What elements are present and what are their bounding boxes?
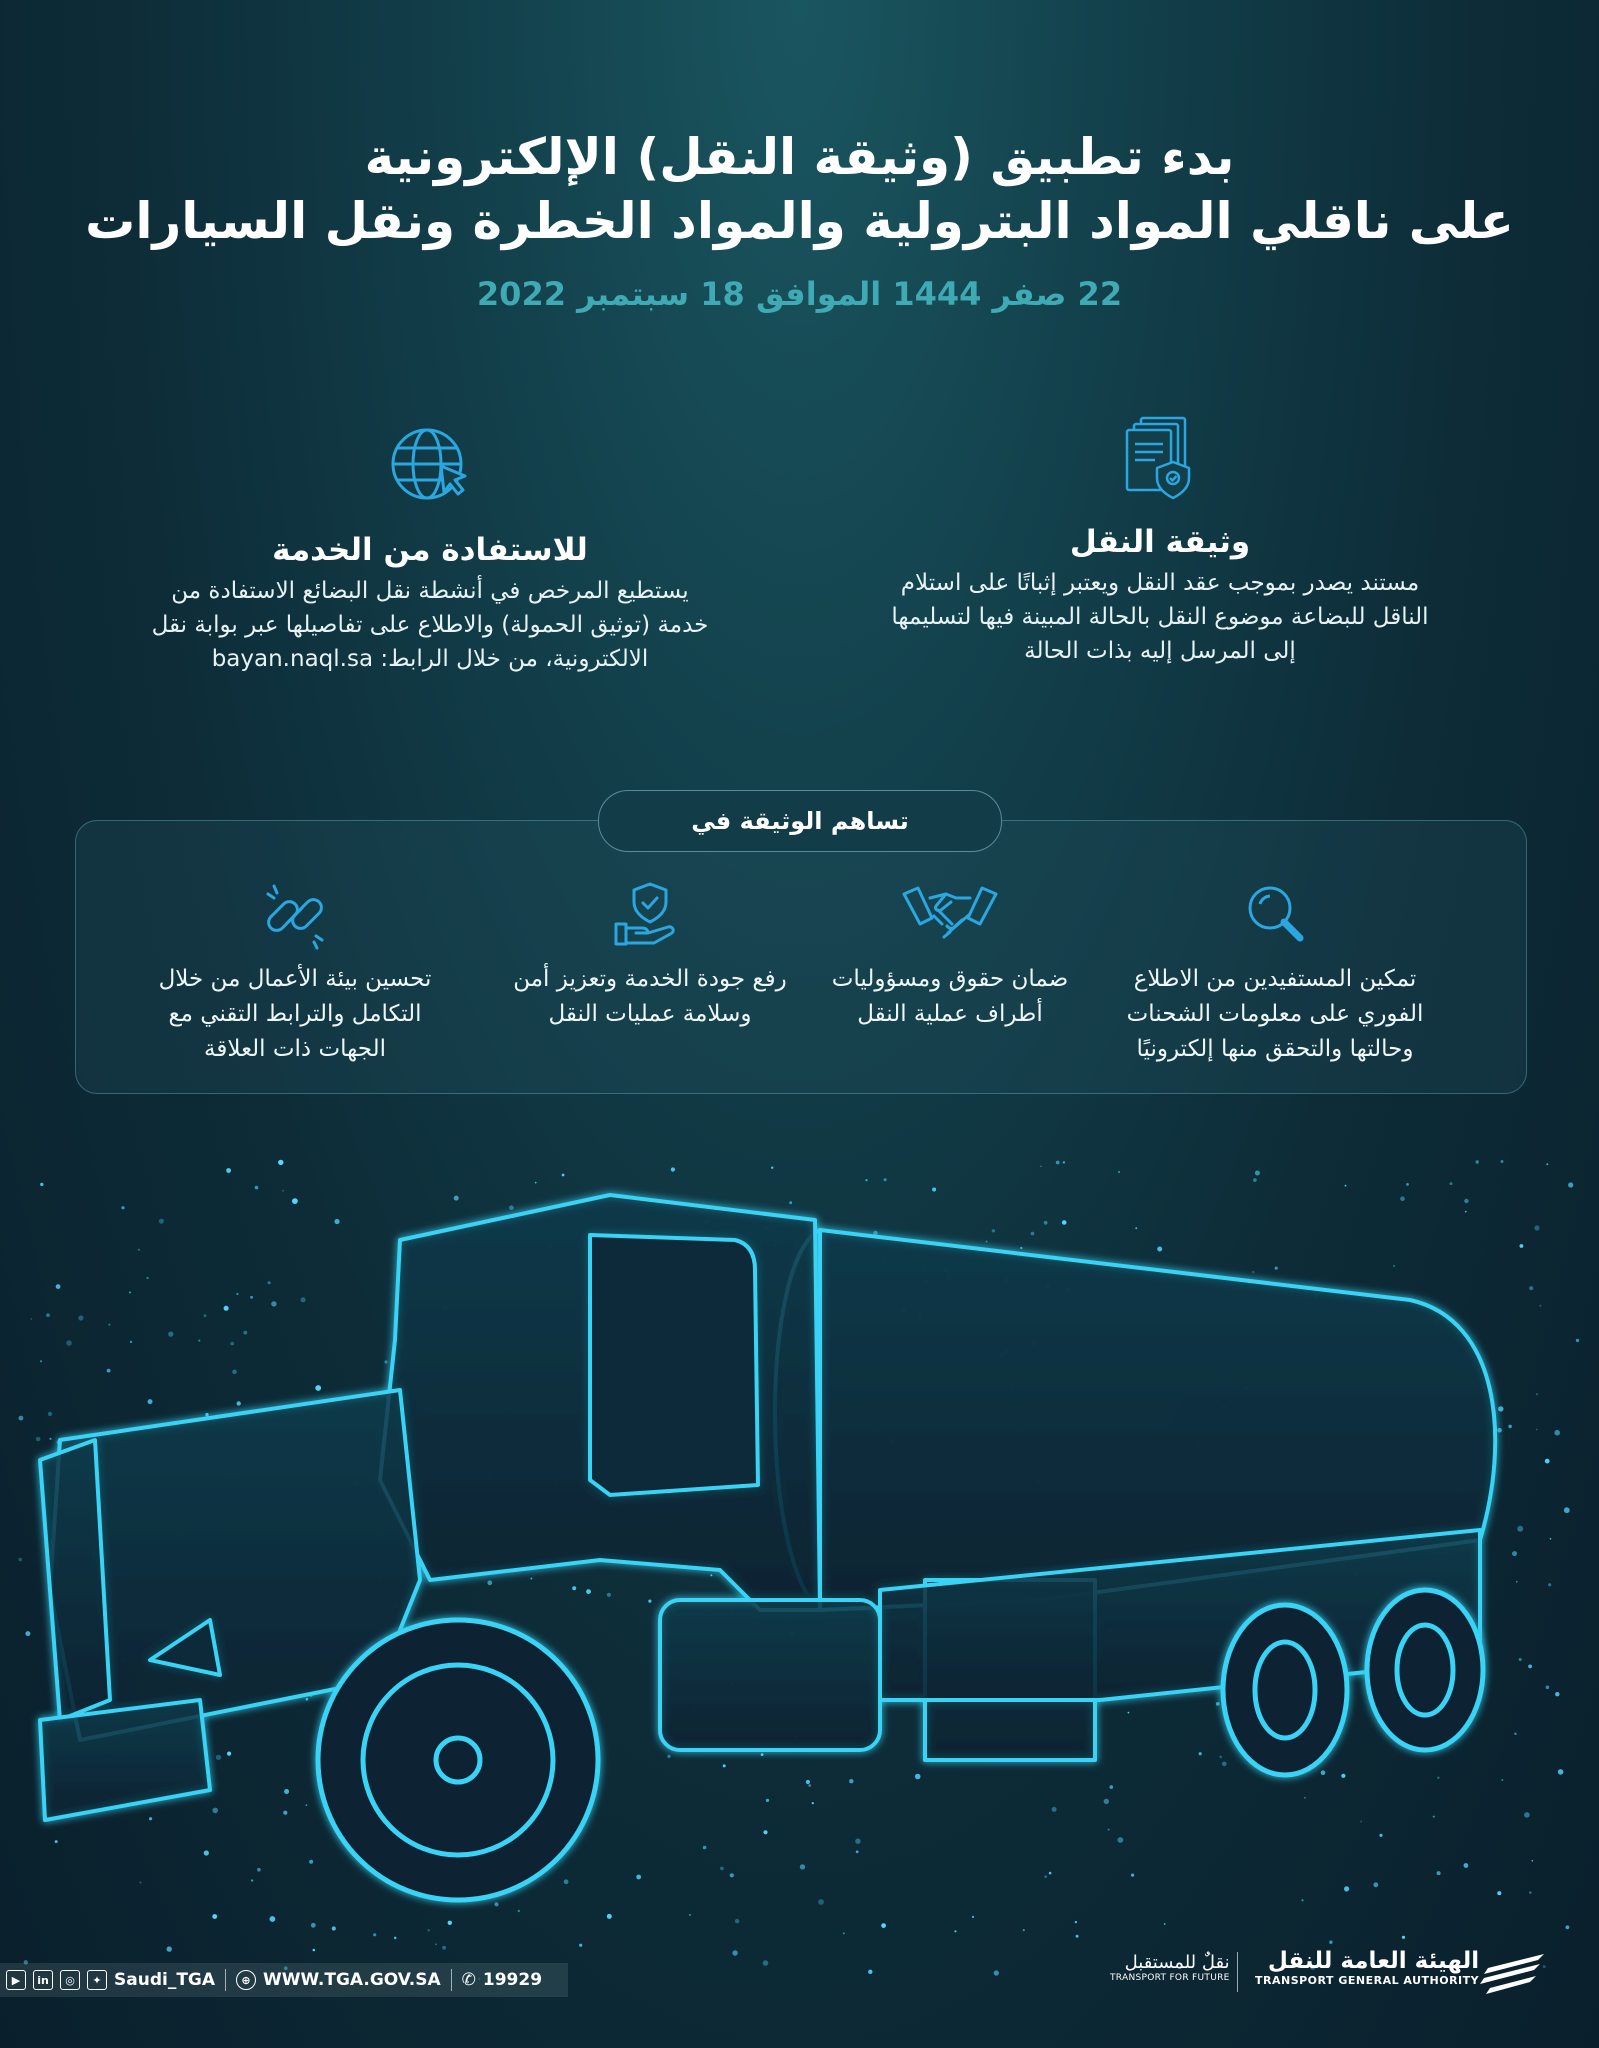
transport-document-section — [880, 412, 1440, 668]
particle — [915, 1774, 921, 1780]
particle — [1044, 1221, 1048, 1225]
particle — [763, 1960, 769, 1966]
particle — [237, 1401, 241, 1405]
particle — [148, 1399, 153, 1404]
particle — [332, 1926, 336, 1930]
particle — [1219, 1756, 1222, 1759]
particle — [1400, 1196, 1405, 1201]
transport-document-title: وثيقة النقل — [1069, 524, 1251, 560]
instagram-icon[interactable]: ◎ — [60, 1970, 80, 1990]
particle — [138, 1249, 140, 1251]
service-benefit-text: يستطيع المرخص في أنشطة نقل البضائع الاستفادة من خدمة (توثيق الحمولة) والاطلاع على تفاصيلها عبر بوابة نقل الالكترونية، من خلال الرابط: bayan.naql.sa — [151, 578, 709, 672]
particle — [384, 1360, 387, 1363]
particle — [428, 1929, 430, 1931]
particle — [216, 1755, 221, 1760]
particle — [301, 1297, 306, 1302]
particle — [1548, 1583, 1551, 1586]
particle — [1564, 1507, 1570, 1513]
particle — [227, 1752, 231, 1756]
particle — [1465, 1211, 1467, 1213]
particle — [1437, 1871, 1441, 1875]
contribution-text-quality: رفع جودة الخدمة وتعزيز أمن وسلامة عمليات النقل — [513, 966, 787, 1027]
particle — [1304, 1797, 1306, 1799]
particle — [1075, 1921, 1077, 1923]
phone-number[interactable]: 19929 — [482, 1970, 543, 1990]
particle — [818, 1899, 824, 1905]
tga-logo-ar: الهيئة العامة للنقل — [1267, 1948, 1480, 1974]
particle — [283, 1811, 287, 1815]
particle — [855, 1839, 860, 1844]
particle — [723, 1764, 726, 1767]
particle — [720, 1867, 724, 1871]
particle — [986, 1241, 988, 1243]
particle — [1329, 1941, 1332, 1944]
particle — [1393, 1265, 1395, 1267]
particle — [1056, 1161, 1060, 1165]
particle — [315, 1385, 321, 1391]
particle — [1529, 1286, 1533, 1290]
particle — [1255, 1171, 1260, 1176]
particle — [1498, 1406, 1503, 1411]
particle — [1076, 1935, 1079, 1938]
tga-logo-en: TRANSPORT GENERAL AUTHORITY — [1255, 1974, 1480, 1987]
particle — [1131, 1874, 1134, 1877]
particle — [487, 1580, 492, 1585]
particle — [1516, 1581, 1518, 1583]
particle — [1534, 1225, 1539, 1230]
particle — [1554, 1430, 1560, 1436]
particle — [703, 1846, 707, 1850]
particle — [1546, 1163, 1548, 1165]
particle — [250, 1296, 253, 1299]
particle — [572, 1586, 576, 1590]
particle — [1528, 1665, 1532, 1669]
particle — [689, 1914, 691, 1916]
footer-divider — [225, 1969, 226, 1991]
particle — [236, 1293, 238, 1295]
date-line: 22 صفر 1444 الموافق 18 سبتمبر 2022 — [476, 275, 1123, 313]
particle — [1044, 1875, 1047, 1878]
chain-link-icon — [260, 880, 330, 950]
contribution-item-business — [145, 880, 445, 1067]
particle — [121, 1206, 124, 1209]
particle — [1023, 1929, 1025, 1931]
particle — [306, 1698, 309, 1701]
particle — [766, 1799, 769, 1802]
twitter-icon[interactable]: ✦ — [87, 1970, 107, 1990]
transport-for-future-logo — [1110, 1952, 1230, 1983]
particle — [292, 1198, 298, 1204]
particle — [865, 1179, 867, 1181]
particle — [55, 1840, 58, 1843]
particle — [1536, 1393, 1538, 1395]
particle — [1341, 1774, 1345, 1778]
globe-icon: ⊕ — [236, 1970, 256, 1990]
contribution-text-rights: ضمان حقوق ومسؤوليات أطراف عملية النقل — [831, 966, 1069, 1027]
particle — [204, 1314, 207, 1317]
particle — [146, 1277, 148, 1279]
particle — [636, 1875, 641, 1880]
particle — [130, 1341, 132, 1343]
particle — [789, 1201, 792, 1204]
tanker-truck-illustration — [0, 1140, 1599, 2000]
particle — [1031, 1232, 1035, 1236]
contribution-item-tracking — [1125, 880, 1425, 1067]
logo-divider — [1237, 1952, 1238, 1992]
particle — [1433, 1816, 1435, 1818]
particle — [232, 1370, 237, 1375]
contributions-heading: تساهم الوثيقة في — [598, 790, 1002, 852]
particle — [435, 1944, 437, 1946]
particle — [763, 1830, 767, 1834]
contribution-item-rights — [800, 880, 1100, 1032]
particle — [311, 1923, 316, 1928]
particle — [284, 1789, 289, 1794]
particle — [454, 1196, 459, 1201]
contribution-text-tracking: تمكين المستفيدين من الاطلاع الفوري على معلومات الشحنات وحالتها والتحقق منها إلكترونيًا — [1126, 966, 1424, 1062]
particle — [1437, 1777, 1439, 1779]
particle — [204, 1850, 209, 1855]
particle — [1566, 1925, 1570, 1929]
particle — [46, 1313, 50, 1317]
particle — [18, 1558, 22, 1562]
particle — [257, 1868, 261, 1872]
particle — [149, 1817, 152, 1820]
particle — [1020, 1247, 1022, 1249]
page-title-line-2: على ناقلي المواد البترولية والمواد الخطرة ونقل السيارات — [85, 192, 1514, 250]
particle — [251, 1879, 253, 1881]
particle — [205, 1413, 208, 1416]
particle — [992, 1229, 995, 1232]
particle — [1135, 1227, 1137, 1229]
particle — [1345, 1185, 1347, 1187]
tga-logo — [1255, 1948, 1479, 1987]
phone-icon: ✆ — [461, 1970, 476, 1990]
particle — [732, 1950, 737, 1955]
particle — [56, 1284, 61, 1289]
particle — [671, 1167, 675, 1171]
particle — [806, 1780, 810, 1784]
handshake-icon — [900, 880, 1000, 950]
particle — [1501, 1160, 1504, 1163]
particle — [856, 1850, 859, 1853]
particle — [198, 1340, 200, 1342]
youtube-icon[interactable]: ▶ — [6, 1970, 26, 1990]
particle — [1252, 1271, 1254, 1273]
particle — [1520, 1244, 1524, 1248]
tga-emblem-icon — [1478, 1950, 1548, 1994]
particle — [884, 1178, 887, 1181]
particle — [373, 1933, 376, 1936]
particle — [270, 1916, 276, 1922]
particle — [271, 1301, 276, 1306]
particle — [1517, 1526, 1523, 1532]
particle — [212, 1808, 218, 1814]
service-benefit-title: للاستفادة من الخدمة — [272, 532, 588, 568]
particle — [607, 1593, 611, 1597]
particle — [1321, 1770, 1326, 1775]
particle — [1406, 1183, 1409, 1186]
particle — [278, 1160, 283, 1165]
service-benefit-section — [150, 420, 710, 676]
particle — [1344, 1886, 1349, 1891]
particle — [648, 1600, 651, 1603]
particle — [48, 1412, 52, 1416]
bumper — [40, 1700, 210, 1820]
globe-cursor-icon — [385, 420, 475, 510]
particle — [442, 1946, 446, 1950]
particle — [1062, 1220, 1067, 1225]
contribution-item-quality — [500, 880, 800, 1032]
particle — [1464, 1863, 1469, 1868]
rear-wheel-2 — [1367, 1590, 1483, 1750]
particle — [230, 1342, 234, 1346]
particle — [1253, 1178, 1257, 1182]
particle — [771, 1167, 773, 1169]
particle — [78, 1315, 83, 1320]
particle — [1450, 1182, 1453, 1185]
particle — [972, 1916, 974, 1918]
particle — [1539, 1305, 1541, 1307]
particle — [1476, 1160, 1479, 1163]
particle — [1164, 1923, 1166, 1925]
particle — [562, 1174, 565, 1177]
particle — [530, 1578, 532, 1580]
particle — [800, 1864, 805, 1869]
particle — [730, 1873, 734, 1877]
particle — [49, 1438, 51, 1440]
fuel-tank — [660, 1600, 880, 1750]
particle — [954, 1930, 956, 1932]
linkedin-icon[interactable]: in — [33, 1970, 53, 1990]
particle — [1128, 1712, 1130, 1714]
particle — [868, 1970, 872, 1974]
particle — [1402, 1936, 1405, 1939]
particle — [761, 1753, 764, 1756]
particle — [1524, 1812, 1530, 1818]
particle — [1545, 1459, 1550, 1464]
particle — [129, 1291, 131, 1293]
particle — [1118, 1171, 1120, 1173]
particle — [808, 1784, 811, 1787]
cab-window — [590, 1235, 758, 1495]
particle — [1532, 1860, 1534, 1862]
particle — [735, 1919, 739, 1923]
particle — [1508, 1425, 1512, 1429]
particle — [1360, 1821, 1362, 1823]
particle — [243, 1331, 247, 1335]
particle — [667, 1755, 670, 1758]
particle — [139, 1882, 141, 1884]
contribution-text-business: تحسين بيئة الأعمال من خلال التكامل والترابط التقني مع الجهات ذات العلاقة — [158, 966, 432, 1062]
particle — [334, 1219, 339, 1224]
particle — [1576, 1339, 1579, 1342]
particle — [19, 1416, 24, 1421]
particle — [167, 1946, 172, 1951]
particle — [30, 1318, 32, 1320]
particle — [1040, 1166, 1042, 1168]
particle — [1529, 1891, 1532, 1894]
particle — [1052, 1807, 1057, 1812]
particle — [518, 1910, 520, 1912]
footer-social-bar — [0, 1963, 568, 1997]
footer-divider — [451, 1969, 452, 1991]
particle — [843, 1932, 845, 1934]
particle — [1514, 1733, 1516, 1735]
particle — [1568, 1182, 1573, 1187]
social-handle[interactable]: Saudi_TGA — [114, 1970, 216, 1990]
particle — [25, 1631, 30, 1636]
particle — [1301, 1899, 1303, 1901]
particle — [932, 1188, 936, 1192]
particle — [1550, 1538, 1552, 1540]
particle — [579, 1944, 582, 1947]
particle — [1546, 1686, 1550, 1690]
particle — [40, 1360, 42, 1362]
shield-hand-icon — [612, 880, 688, 950]
particle — [1497, 1891, 1501, 1895]
particle — [1049, 1872, 1052, 1875]
particle — [881, 1923, 886, 1928]
website-link[interactable]: WWW.TGA.GOV.SA — [263, 1970, 441, 1990]
particle — [313, 1949, 316, 1952]
particle — [1222, 1762, 1227, 1767]
transport-document-text: مستند يصدر بموجب عقد النقل ويعتبر إثباتًا على استلام الناقل للبضاعة موضوع النقل بالحالة المبينة فيها لتسليمها إلى المرسل إليه بذات الحالة — [891, 570, 1429, 664]
particle — [1501, 1779, 1503, 1781]
particle — [509, 1205, 514, 1210]
magnifier-icon — [1240, 880, 1310, 950]
front-wheel — [318, 1620, 598, 1900]
particle — [1104, 1799, 1109, 1804]
particle — [1110, 1785, 1114, 1789]
particle — [1379, 1834, 1382, 1837]
particle — [107, 1369, 111, 1373]
particle — [255, 1186, 259, 1190]
particle — [812, 1802, 814, 1804]
particle — [1157, 1247, 1162, 1252]
particle — [1275, 1267, 1278, 1270]
particle — [212, 1914, 217, 1919]
particle — [564, 1879, 569, 1884]
particle — [309, 1860, 313, 1864]
particle — [535, 1182, 537, 1184]
particle — [282, 1190, 284, 1192]
particle — [168, 1332, 173, 1337]
particle — [40, 1183, 43, 1186]
particle — [607, 1914, 612, 1919]
particle — [159, 1219, 164, 1224]
particle — [1063, 1161, 1065, 1163]
particle — [1558, 1769, 1564, 1775]
particle — [268, 1281, 271, 1284]
page-title-line-1: بدء تطبيق (وثيقة النقل) الإلكترونية — [364, 128, 1235, 186]
particle — [586, 1589, 591, 1594]
particle — [36, 1437, 41, 1442]
particle — [994, 1970, 999, 1975]
particle — [1555, 1692, 1559, 1696]
future-logo-en: TRANSPORT FOR FUTURE — [1110, 1973, 1230, 1983]
particle — [226, 1168, 231, 1173]
future-logo-ar: نقلٌ للمستقبل — [1124, 1952, 1230, 1973]
particle — [1497, 1428, 1502, 1433]
particle — [1216, 1702, 1220, 1706]
particle — [1373, 1882, 1378, 1887]
particle — [1118, 1837, 1124, 1843]
particle — [108, 1324, 110, 1326]
particle — [710, 1574, 712, 1576]
particle — [66, 1340, 72, 1346]
particle — [448, 1921, 452, 1925]
particle — [1536, 1429, 1538, 1431]
particle — [306, 1804, 308, 1806]
particle — [224, 1306, 229, 1311]
rear-wheel-1 — [1223, 1605, 1347, 1775]
particle — [1199, 1752, 1202, 1755]
particle — [1512, 1551, 1517, 1556]
particle — [1108, 1829, 1110, 1831]
particle — [394, 1937, 397, 1940]
document-shield-icon — [1115, 412, 1205, 502]
particle — [494, 1902, 498, 1906]
particle — [1519, 1658, 1522, 1661]
particle — [1464, 1199, 1468, 1203]
particle — [849, 1779, 853, 1783]
